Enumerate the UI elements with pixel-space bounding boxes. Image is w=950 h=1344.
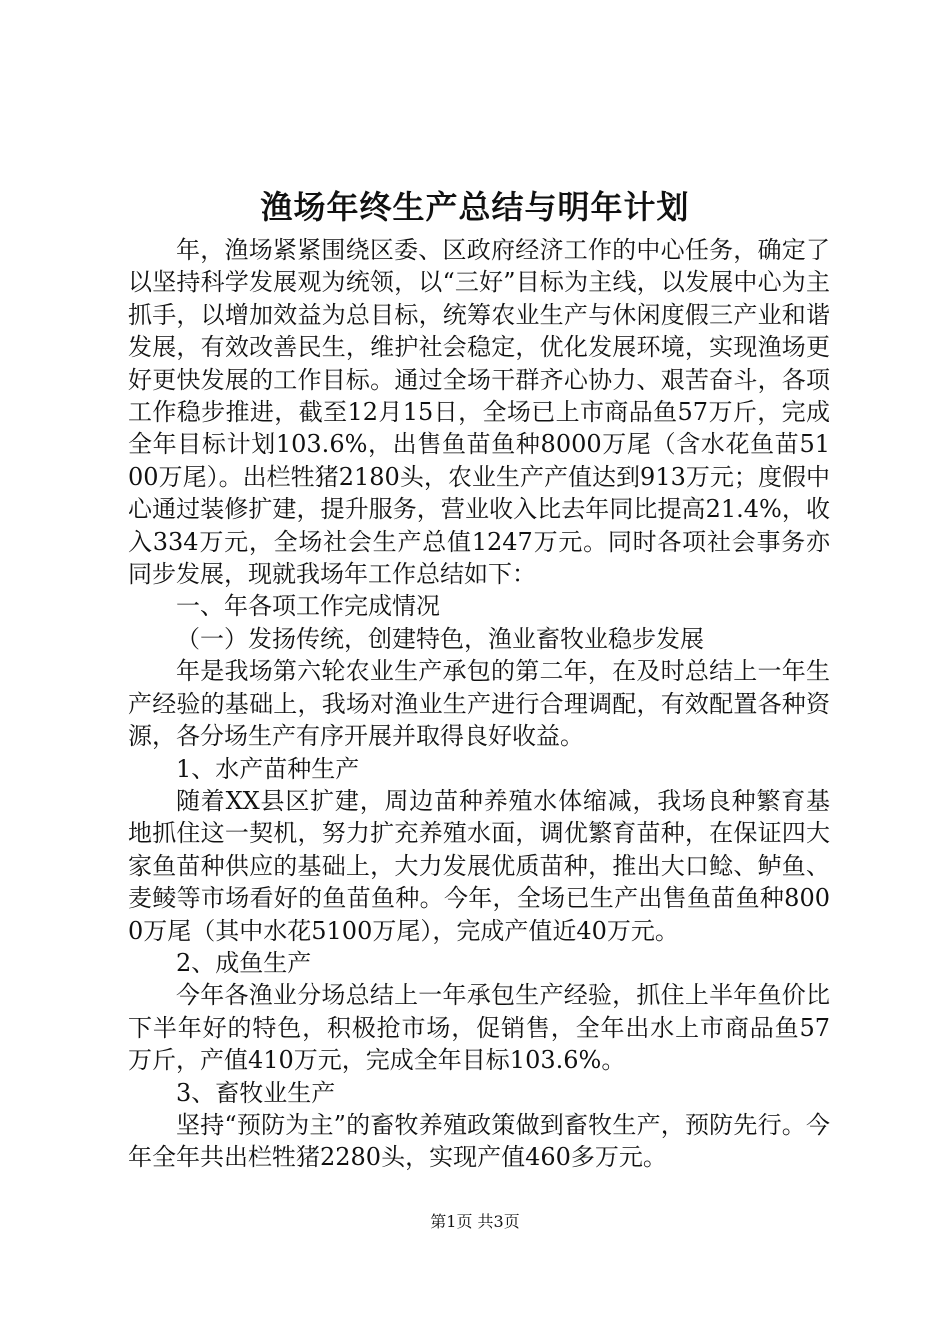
paragraph-item-3: 坚持“预防为主”的畜牧养殖政策做到畜牧生产，预防先行。今年全年共出栏牲猪2280头，实现产值460多万元。 (128, 1110, 830, 1172)
heading-section-1: 一、年各项工作完成情况 (176, 592, 440, 621)
heading-item-1: 1、水产苗种生产 (176, 754, 360, 783)
document-title: 渔场年终生产总结与明年计划 (260, 188, 690, 226)
paragraph-item-1: 随着XX县区扩建，周边苗种养殖水体缩减，我场良种繁育基地抓住这一契机，努力扩充养殖水面，调优繁育苗种，在保证四大家鱼苗种供应的基础上，大力发展优质苗种，推出大口鲶、鲈鱼、麦鲮等市场看好的鱼苗鱼种。今年，全场已生产出售鱼苗鱼种8000万尾（其中水花5100万尾），完成产值近40万元。 (128, 786, 830, 945)
paragraph-subsection-1: 年是我场第六轮农业生产承包的第二年，在及时总结上一年生产经验的基础上，我场对渔业生产进行合理调配，有效配置各种资源，各分场生产有序开展并取得良好收益。 (128, 657, 830, 751)
heading-item-2: 2、成鱼生产 (176, 948, 312, 977)
document-body (128, 234, 830, 1174)
paragraph-item-2: 今年各渔业分场总结上一年承包生产经验，抓住上半年鱼价比下半年好的特色，积极抢市场，促销售，全年出水上市商品鱼57万斤，产值410万元，完成全年目标103.6%。 (128, 981, 830, 1075)
page-footer: 第1页 共3页 (430, 1212, 520, 1231)
heading-item-3: 3、畜牧业生产 (176, 1078, 336, 1107)
heading-subsection-1: （一）发扬传统，创建特色，渔业畜牧业稳步发展 (176, 624, 704, 653)
paragraph-intro: 年，渔场紧紧围绕区委、区政府经济工作的中心任务，确定了以坚持科学发展观为统领，以“三好”目标为主线，以发展中心为主抓手，以增加效益为总目标，统筹农业生产与休闲度假三产业和谐发展，有效改善民生，维护社会稳定，优化发展环境，实现渔场更好更快发展的工作目标。通过全场干群齐心协力、艰苦奋斗，各项工作稳步推进，截至12月15日，全场已上市商品鱼57万斤，完成全年目标计划103.6%，出售鱼苗鱼种8000万尾（含水花鱼苗5100万尾）。出栏牲猪2180头，农业生产产值达到913万元；度假中心通过装修扩建，提升服务，营业收入比去年同比提高21.4%，收入334万元，全场社会生产总值1247万元。同时各项社会事务亦同步发展，现就我场年工作总结如下： (128, 236, 830, 589)
